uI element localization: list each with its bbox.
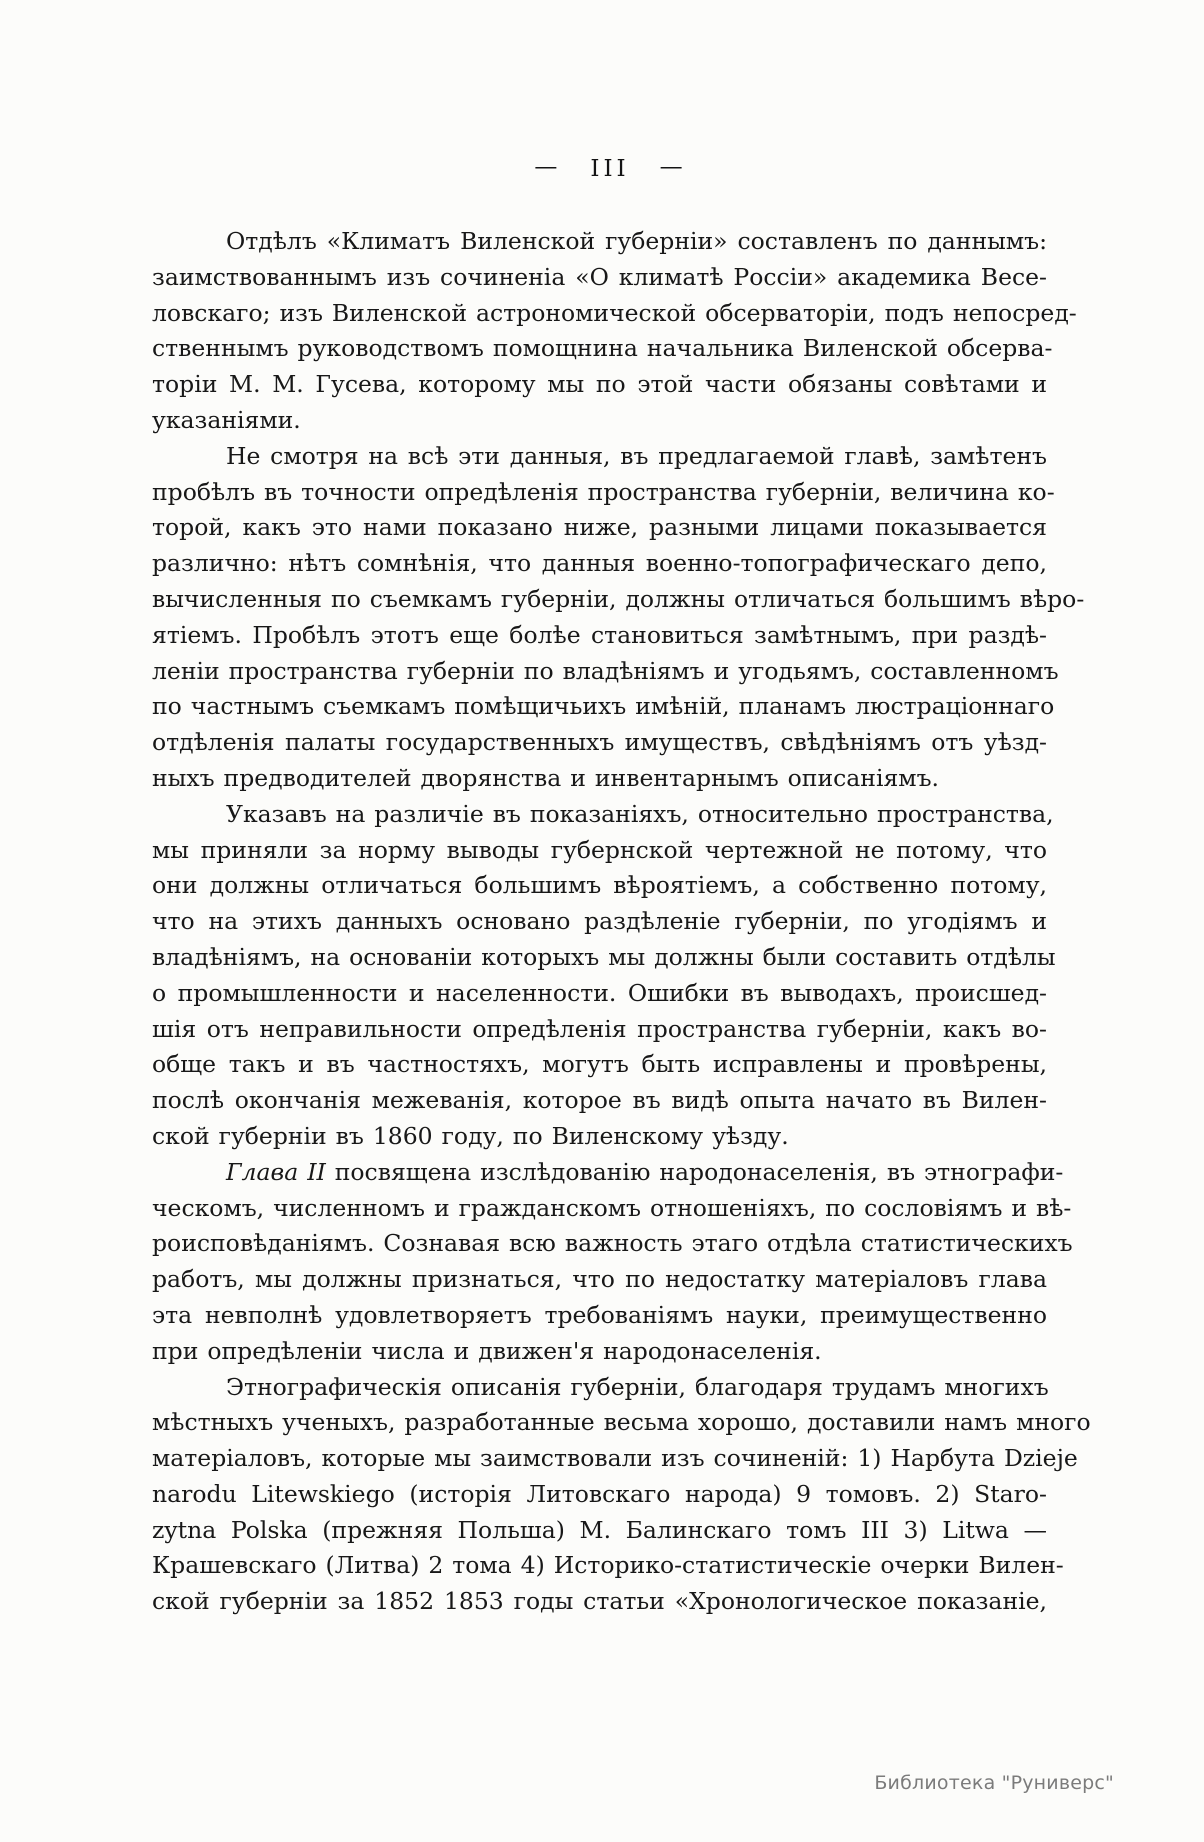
text-line: ловскаго; изъ Виленской астрономической обсерваторіи, подъ непосред-	[152, 298, 1077, 327]
text-line: различно: нѣтъ сомнѣнія, что данныя военно-топографическаго депо,	[152, 549, 1047, 578]
text-line: по частнымъ съемкамъ помѣщичьихъ имѣній, планамъ люстраціоннаго	[152, 692, 1055, 721]
text-line: при опредѣленіи числа и движен'я народонаселенія.	[152, 1336, 822, 1365]
text-line: ческомъ, численномъ и гражданскомъ отношеніяхъ, по сословіямъ и вѣ-	[152, 1193, 1072, 1222]
text-line: отдѣленія палаты государственныхъ имуществъ, свѣдѣніямъ отъ уѣзд-	[152, 728, 1047, 757]
text-line: обще такъ и въ частностяхъ, могутъ быть исправлены и провѣрены,	[152, 1050, 1047, 1079]
text-line: заимствованнымъ изъ сочиненіа «О климатѣ Россіи» академика Весе-	[152, 262, 1047, 291]
text-line: эта невполнѣ удовлетворяетъ требованіямъ науки, преимущественно	[152, 1300, 1047, 1329]
library-watermark: Библиотека "Руниверс"	[874, 1772, 1114, 1794]
text-line: zytna Polska (прежняя Польша) М. Балинскаго томъ III 3) Litwa —	[152, 1515, 1047, 1544]
text-line: narodu Litewskiego (исторія Литовскаго народа) 9 томовъ. 2) Staro-	[152, 1479, 1047, 1508]
text-line: пробѣлъ въ точности опредѣленія пространства губерніи, величина ко-	[152, 477, 1055, 506]
text-line: мы приняли за норму выводы губернской чертежной не потому, что	[152, 835, 1047, 864]
text-line: Этнографическія описанія губерніи, благодаря трудамъ многихъ	[226, 1372, 1049, 1401]
text-line: ятіемъ. Пробѣлъ этотъ еще болѣе становиться замѣтнымъ, при раздѣ-	[152, 620, 1047, 649]
text-line: торой, какъ это нами показано ниже, разными лицами показывается	[152, 513, 1047, 542]
text-line: владѣніямъ, на основаніи которыхъ мы должны были составить отдѣлы	[152, 942, 1056, 971]
page-header	[160, 156, 1060, 182]
chapter-label: Глава II	[226, 1157, 326, 1186]
text-line: мѣстныхъ ученыхъ, разработанные весьма хорошо, доставили намъ много	[152, 1408, 1091, 1437]
text-line: матеріаловъ, которые мы заимствовали изъ сочиненій: 1) Нарбута Dzieje	[152, 1444, 1078, 1473]
text-line: Отдѣлъ «Климатъ Виленской губерніи» составленъ по даннымъ:	[226, 227, 1047, 255]
text-line: Не смотря на всѣ эти данныя, въ предлагаемой главѣ, замѣтенъ	[226, 441, 1047, 470]
page-number: III	[590, 156, 630, 182]
text-line: ственнымъ руководствомъ помощнина начальника Виленской обсерва-	[152, 334, 1053, 363]
text-line: шія отъ неправильности опредѣленія пространства губерніи, какъ во-	[152, 1014, 1047, 1043]
text-line: ныхъ предводителей дворянства и инвентарнымъ описаніямъ.	[152, 763, 939, 792]
text-line: Указавъ на различіе въ показаніяхъ, относительно пространства,	[226, 799, 1054, 828]
text-line: они должны отличаться большимъ вѣроятіемъ, а собственно потому,	[152, 871, 1047, 900]
text-line: послѣ окончанія межеванія, которое въ видѣ опыта начато въ Вилен-	[152, 1086, 1047, 1115]
text-line: Крашевскаго (Литва) 2 тома 4) Историко-статистическіе очерки Вилен-	[152, 1551, 1064, 1580]
header-left-dash: —	[534, 154, 561, 180]
text-line: работъ, мы должны признаться, что по недостатку матеріаловъ глава	[152, 1265, 1047, 1294]
header-right-dash: —	[659, 154, 686, 180]
text-line: ской губерніи за 1852 1853 годы статьи «Хронологическое показаніе,	[152, 1587, 1047, 1616]
text-line: ской губерніи въ 1860 году, по Виленскому уѣзду.	[152, 1121, 789, 1150]
text-line: о промышленности и населенности. Ошибки въ выводахъ, происшед-	[152, 978, 1047, 1007]
text-line: вычисленныя по съемкамъ губерніи, должны отличаться большимъ вѣро-	[152, 584, 1085, 613]
text-line: указаніями.	[152, 405, 301, 434]
text-line: леніи пространства губерніи по владѣніямъ и угодьямъ, составленномъ	[152, 656, 1059, 685]
text-line: роисповѣданіямъ. Сознавая всю важность этаго отдѣла статистическихъ	[152, 1229, 1073, 1258]
body-text	[152, 224, 1091, 1620]
text-line: торіи М. М. Гусева, которому мы по этой части обязаны совѣтами и	[152, 370, 1047, 399]
text-line: что на этихъ данныхъ основано раздѣленіе губерніи, по угодіямъ и	[152, 907, 1047, 936]
text-line: Глава II посвящена изслѣдованію народонаселенія, въ этнографи-	[226, 1157, 1064, 1186]
